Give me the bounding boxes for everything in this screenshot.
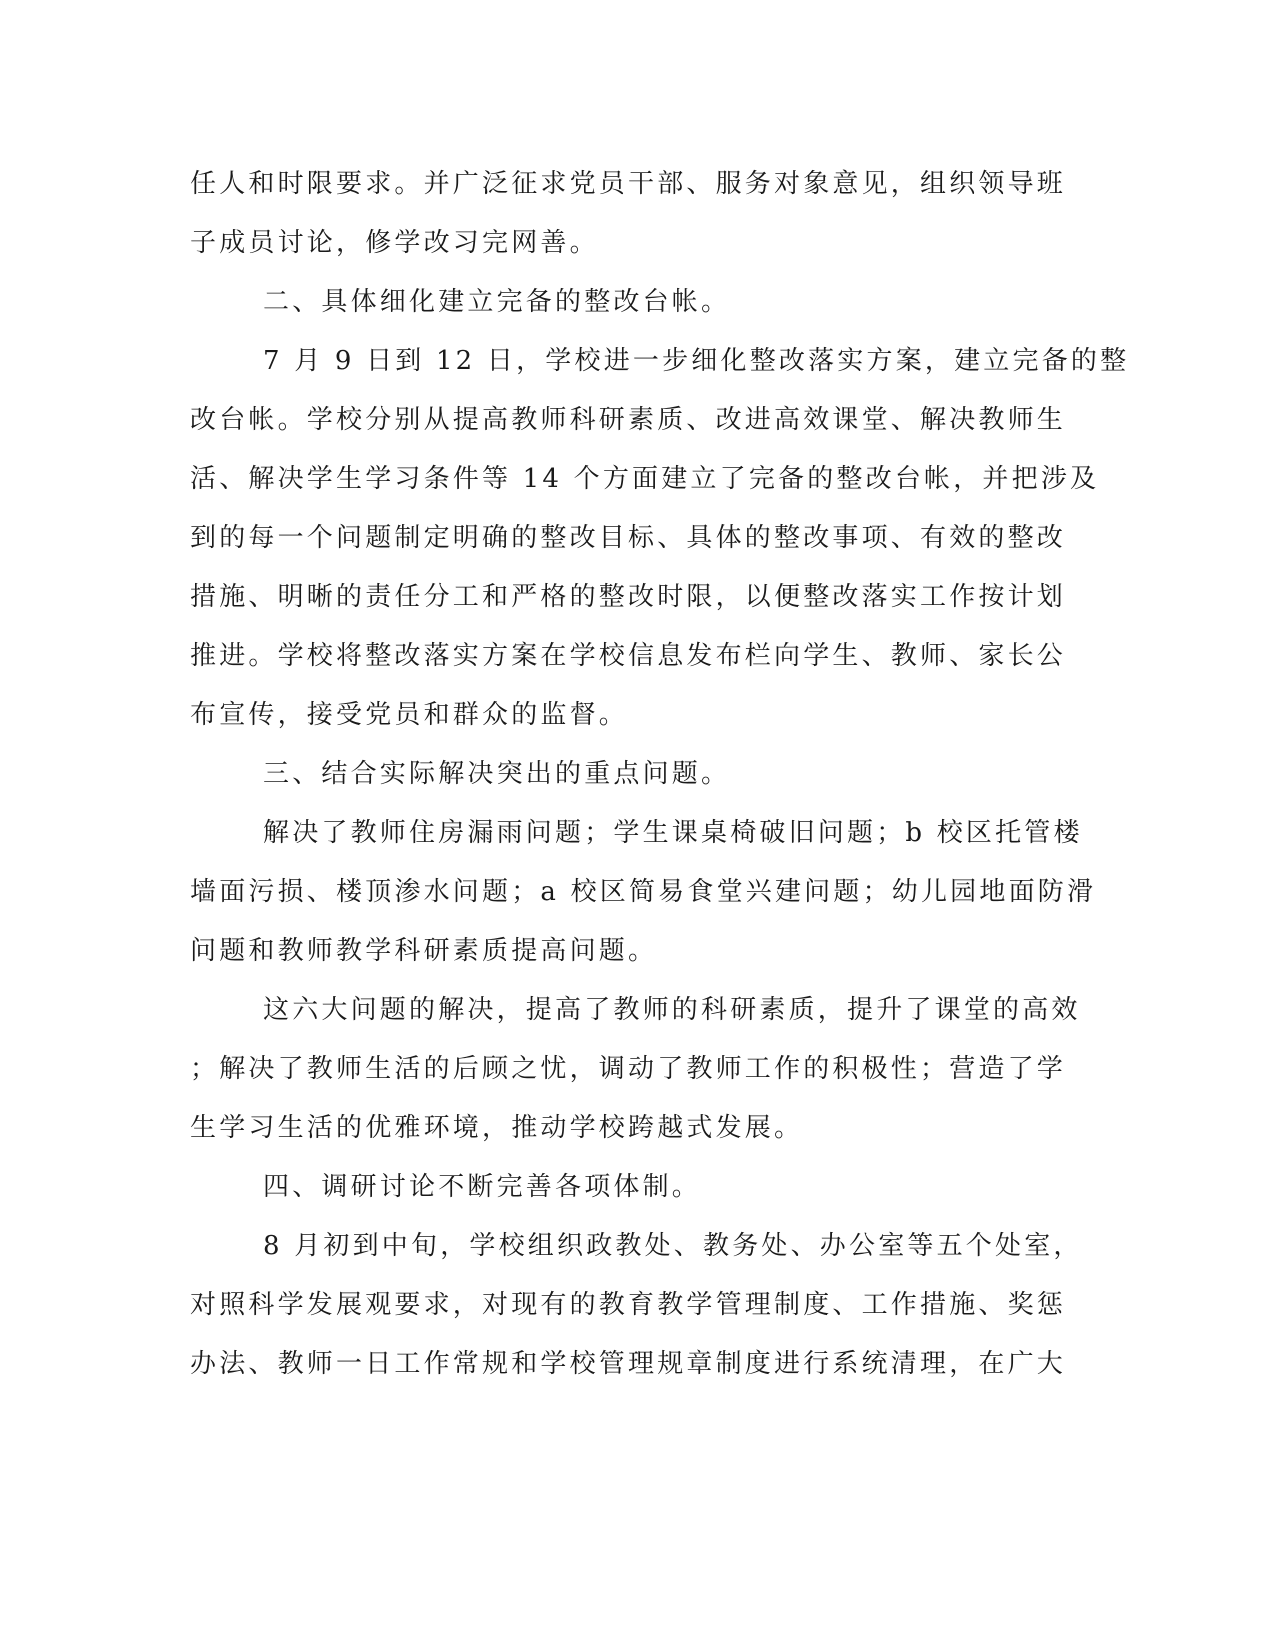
text-line: 墙面污损、楼顶渗水问题；a 校区简易食堂兴建问题；幼儿园地面防滑: [190, 877, 1097, 907]
section-heading-3: 三、结合实际解决突出的重点问题。: [263, 759, 731, 789]
paragraph-first-line: 8 月初到中旬，学校组织政教处、教务处、办公室等五个处室，: [263, 1231, 1083, 1261]
text-line: 活、解决学生学习条件等 14 个方面建立了完备的整改台帐，并把涉及: [190, 464, 1100, 494]
text-line-continuation: 任人和时限要求。并广泛征求党员干部、服务对象意见，组织领导班: [190, 169, 1067, 199]
text-line-continuation: 子成员讨论，修学改习完网善。: [190, 228, 599, 258]
text-line: 办法、教师一日工作常规和学校管理规章制度进行系统清理，在广大: [190, 1349, 1067, 1379]
paragraph-first-line: 解决了教师住房漏雨问题；学生课桌椅破旧问题；b 校区托管楼: [263, 818, 1083, 848]
text-line: 推进。学校将整改落实方案在学校信息发布栏向学生、教师、家长公: [190, 641, 1067, 671]
paragraph-first-line: 7 月 9 日到 12 日，学校进一步细化整改落实方案，建立完备的整: [263, 346, 1130, 376]
paragraph-first-line: 这六大问题的解决，提高了教师的科研素质，提升了课堂的高效: [263, 995, 1081, 1025]
text-line: 生学习生活的优雅环境，推动学校跨越式发展。: [190, 1113, 804, 1143]
text-line: 改台帐。学校分别从提高教师科研素质、改进高效课堂、解决教师生: [190, 405, 1067, 435]
text-line: 对照科学发展观要求，对现有的教育教学管理制度、工作措施、奖惩: [190, 1290, 1067, 1320]
section-heading-4: 四、调研讨论不断完善各项体制。: [263, 1172, 702, 1202]
text-line: 问题和教师教学科研素质提高问题。: [190, 936, 658, 966]
text-line: 布宣传，接受党员和群众的监督。: [190, 700, 629, 730]
text-line: ；解决了教师生活的后顾之忧，调动了教师工作的积极性；营造了学: [190, 1054, 1067, 1084]
section-heading-2: 二、具体细化建立完备的整改台帐。: [263, 287, 731, 317]
text-line: 措施、明晰的责任分工和严格的整改时限，以便整改落实工作按计划: [190, 582, 1067, 612]
text-line: 到的每一个问题制定明确的整改目标、具体的整改事项、有效的整改: [190, 523, 1067, 553]
